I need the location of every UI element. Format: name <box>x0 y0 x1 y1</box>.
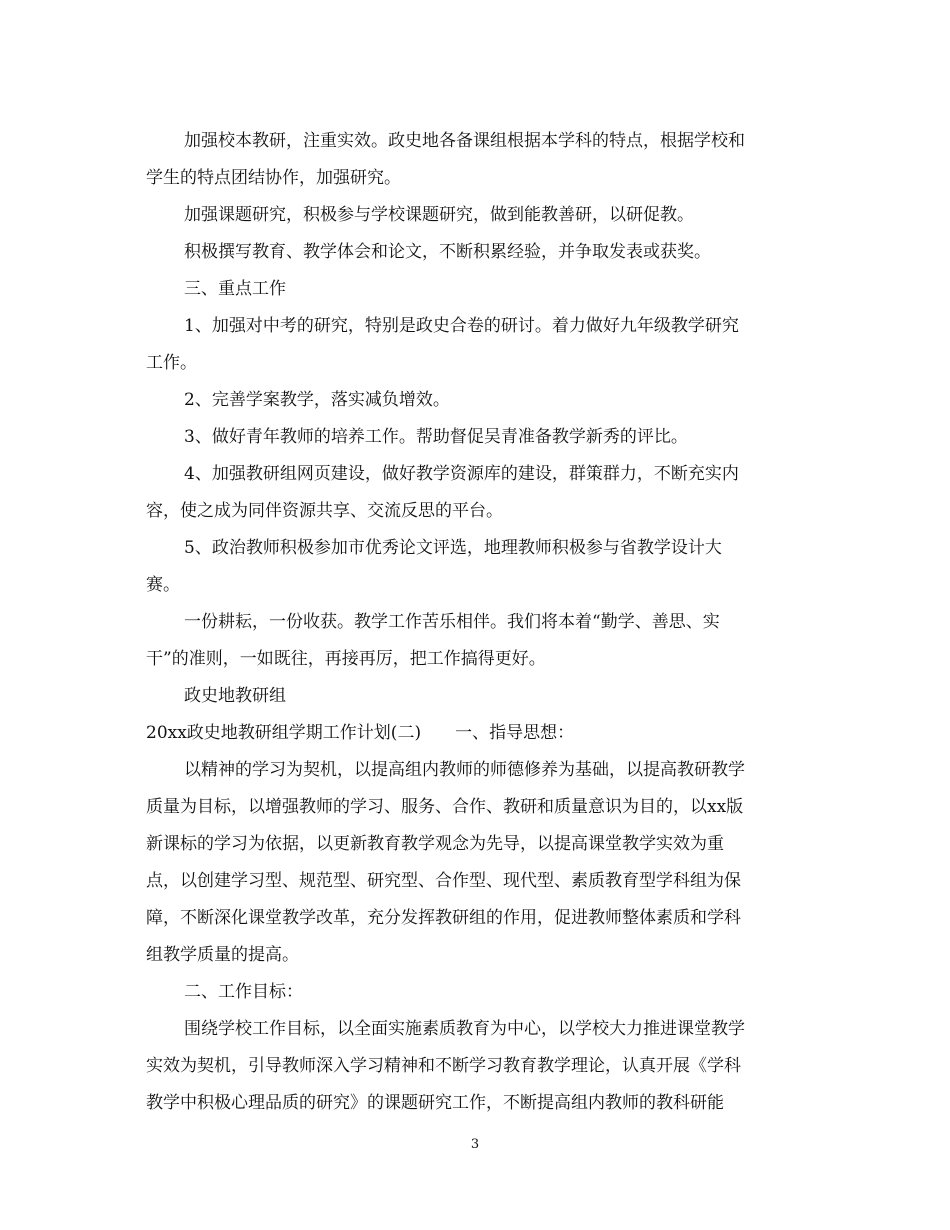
paragraph-line: 4、加强教研组网页建设，做好教学资源库的建设，群策群力，不断充实内 <box>184 464 739 484</box>
section-heading: 三、重点工作 <box>184 279 286 299</box>
paragraph-line: 加强课题研究，积极参与学校课题研究，做到能教善研，以研促教。 <box>184 205 694 225</box>
paragraph-line: 围绕学校工作目标，以全面实施素质教育为中心，以学校大力推进课堂教学 <box>184 1019 745 1039</box>
paragraph-line: 组教学质量的提高。 <box>146 945 299 965</box>
paragraph-line: 实效为契机，引导教师深入学习精神和不断学习教育教学理论，认真开展《学科 <box>146 1056 741 1076</box>
paragraph-line: 5、政治教师积极参加市优秀论文评选，地理教师积极参与省教学设计大 <box>184 538 722 558</box>
section-heading: 二、工作目标： <box>184 982 303 1002</box>
paragraph-line: 一份耕耘，一份收获。教学工作苦乐相伴。我们将本着“勤学、善思、实 <box>184 612 720 632</box>
document-title-line: 20xx政史地教研组学期工作计划(二) 一、指导思想： <box>146 723 575 743</box>
paragraph-line: 学生的特点团结协作，加强研究。 <box>146 168 401 188</box>
paragraph-line: 赛。 <box>146 575 180 595</box>
paragraph-line: 质量为目标，以增强教师的学习、服务、合作、教研和质量意识为目的，以xx版 <box>146 797 744 817</box>
paragraph-line: 点，以创建学习型、规范型、研究型、合作型、现代型、素质教育型学科组为保 <box>146 871 741 891</box>
signature-line: 政史地教研组 <box>184 686 286 706</box>
paragraph-line: 积极撰写教育、教学体会和论文，不断积累经验，并争取发表或获奖。 <box>184 242 711 262</box>
paragraph-line: 2、完善学案教学，落实减负增效。 <box>184 390 450 410</box>
paragraph-line: 障，不断深化课堂教学改革，充分发挥教研组的作用，促进教师整体素质和学科 <box>146 908 741 928</box>
paragraph-line: 新课标的学习为依据，以更新教育教学观念为先导，以提高课堂教学实效为重 <box>146 834 724 854</box>
paragraph-line: 以精神的学习为契机，以提高组内教师的师德修养为基础，以提高教研教学 <box>184 760 745 780</box>
paragraph-line: 教学中积极心理品质的研究》的课题研究工作，不断提高组内教师的教科研能 <box>146 1093 724 1113</box>
page-number: 3 <box>470 1137 480 1152</box>
paragraph-line: 1、加强对中考的研究，特别是政史合卷的研讨。着力做好九年级教学研究 <box>184 316 739 336</box>
paragraph-line: 加强校本教研，注重实效。政史地各备课组根据本学科的特点，根据学校和 <box>184 131 745 151</box>
paragraph-line: 干”的准则，一如既往，再接再厉，把工作搞得更好。 <box>146 649 546 669</box>
paragraph-line: 3、做好青年教师的培养工作。帮助督促吴青准备教学新秀的评比。 <box>184 427 688 447</box>
paragraph-line: 容，使之成为同伴资源共享、交流反思的平台。 <box>146 501 503 521</box>
paragraph-line: 工作。 <box>146 353 197 373</box>
